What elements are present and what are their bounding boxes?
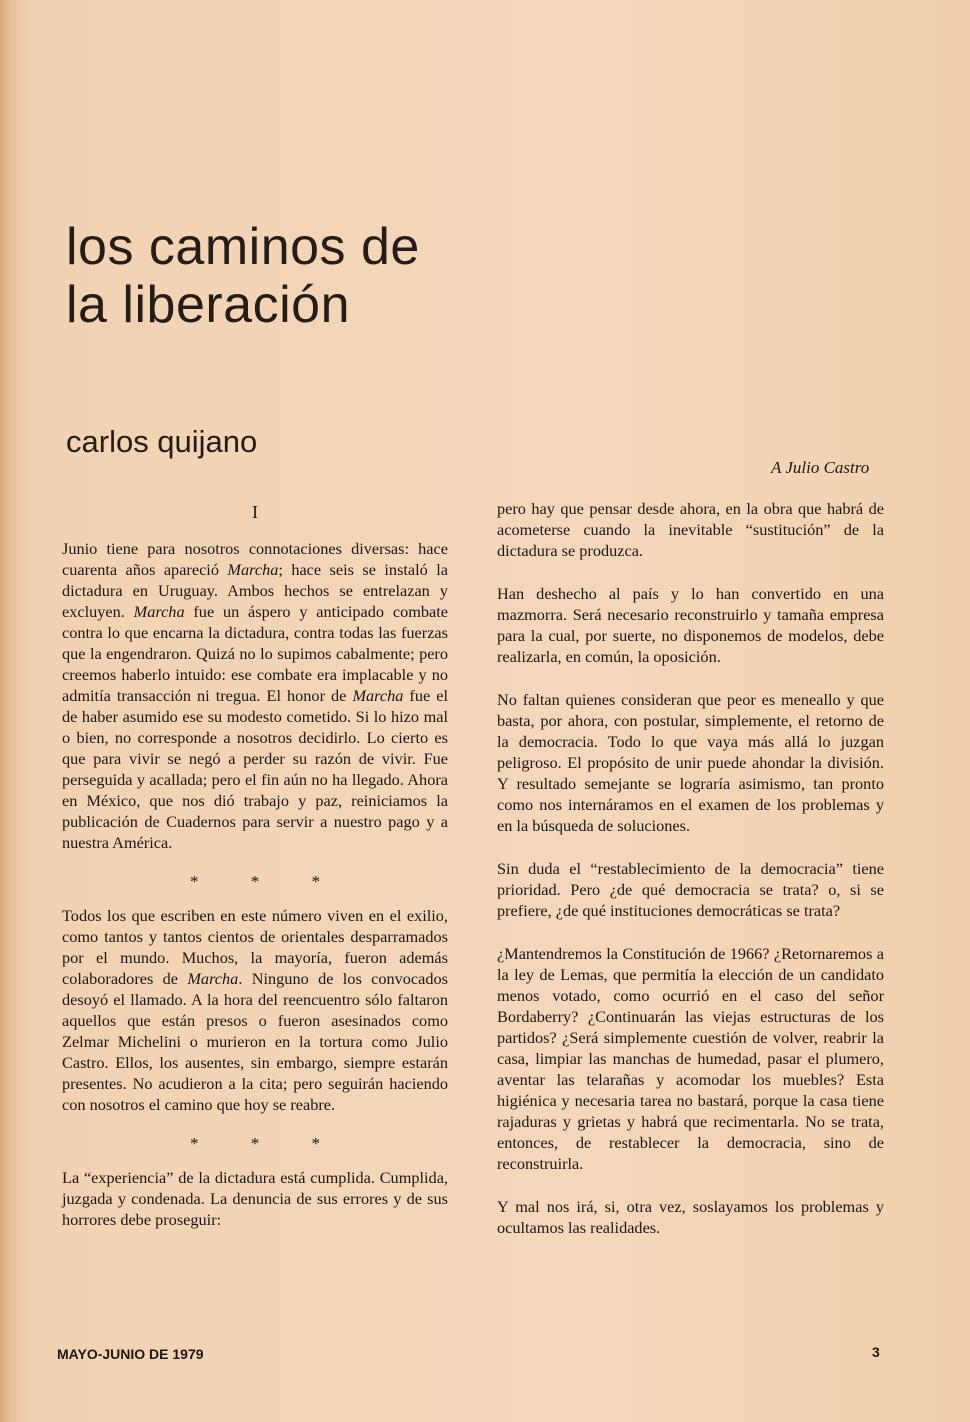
- section-separator: * * *: [190, 872, 320, 891]
- paragraph: Junio tiene para nosotros connotaciones diversas: hace cuarenta años apareció Marcha; hace seis se instaló la dictadura en Uruguay. Ambos hechos se entrelazan y excluyen. Marcha fue un áspero y anticipado combate contra lo que encarna la dictadura, contra todas las fuerzas que la engendraron. Quizá no lo supimos cabalmente; pero creemos haberlo intuido: ese combate era implacable y no admitía transacción ni tregua. El honor de Marcha fue el de haber asumido ese su modesto cometido. Si lo hizo mal o bien, no corresponde a nosotros decidirlo. Lo cierto es que para vivir se negó a perder su razón de vivir. Fue perseguida y acallada; pero el fin aún no ha llegado. Ahora en México, que nos dió trabajo y paz, reiniciamos la publicación de Cuadernos para servir a nuestro pago y a nuestra América.: [62, 539, 449, 852]
- page-number: 3: [872, 1344, 880, 1360]
- right-column: [497, 498, 884, 1238]
- author-name: carlos quijano: [66, 424, 258, 459]
- left-column: [62, 498, 448, 1230]
- paragraph: pero hay que pensar desde ahora, en la obra que habrá de acometerse cuando la inevitable “sustitución” de la dictadura se produzca.: [497, 499, 884, 560]
- paragraph: ¿Mantendremos la Constitución de 1966? ¿Retornaremos a la ley de Lemas, que permitía la elección de un candidato menos votado, como ocurrió en el caso del señor Bordaberry? ¿Continuarán las viejas estructuras de los partidos? ¿Será simplemente cuestión de volver, reabrir la casa, limpiar las manchas de humedad, pasar el plumero, aventar las telarañas y acomodar los muebles? Esta higiénica y necesaria tarea no bastará, porque la casa tiene rajaduras y grietas y habrá que recimentarla. No se trata, entonces, de restablecer la democracia, sino de reconstruirla.: [497, 944, 884, 1173]
- paragraph: No faltan quienes consideran que peor es meneallo y que basta, por ahora, con postular, simplemente, el retorno de la democracia. Todo lo que vaya más allá lo juzgan peligroso. El propósito de unir puede ahondar la división. Y resultado semejante se lograría asimismo, tan pronto como nos internáramos en el examen de los problemas y en la búsqueda de soluciones.: [497, 690, 884, 835]
- paragraph: La “experiencia” de la dictadura está cumplida. Cumplida, juzgada y condenada. La denuncia de sus errores y de sus horrores debe proseguir:: [62, 1168, 448, 1229]
- paragraph: Sin duda el “restablecimiento de la democracia” tiene prioridad. Pero ¿de qué democracia se trata? o, si se prefiere, ¿de qué instituciones democráticas se trata?: [497, 859, 884, 920]
- title-line-2: la liberación: [66, 276, 350, 334]
- title-line-1: los caminos de: [66, 218, 420, 276]
- paragraph: Todos los que escriben en este número viven en el exilio, como tantos y tantos cientos de orientales desparramados por el mundo. Muchos, la mayoría, fueron además colaboradores de Marcha. Ninguno de los convocados desoyó el llamado. A la hora del reencuentro sólo faltaron aquellos que están presos o fueron asesinados como Zelmar Michelini o murieron en la tortura como Julio Castro. Ellos, los ausentes, sin embargo, siempre estarán presentes. No acudieron a la cita; pero seguirán haciendo con nosotros el camino que hoy se reabre.: [62, 906, 448, 1114]
- section-separator: * * *: [190, 1134, 320, 1153]
- dedication: A Julio Castro: [771, 458, 870, 477]
- paragraph: Y mal nos irá, si, otra vez, soslayamos los problemas y ocultamos las realidades.: [497, 1197, 884, 1237]
- article-title: [66, 218, 420, 334]
- paragraph: Han deshecho al país y lo han convertido en una mazmorra. Será necesario reconstruirlo y tamaña empresa para la cual, por suerte, no disponemos de modelos, debe realizarla, en común, la oposición.: [497, 584, 884, 666]
- section-number: I: [252, 502, 258, 522]
- issue-date: MAYO-JUNIO DE 1979: [57, 1346, 204, 1362]
